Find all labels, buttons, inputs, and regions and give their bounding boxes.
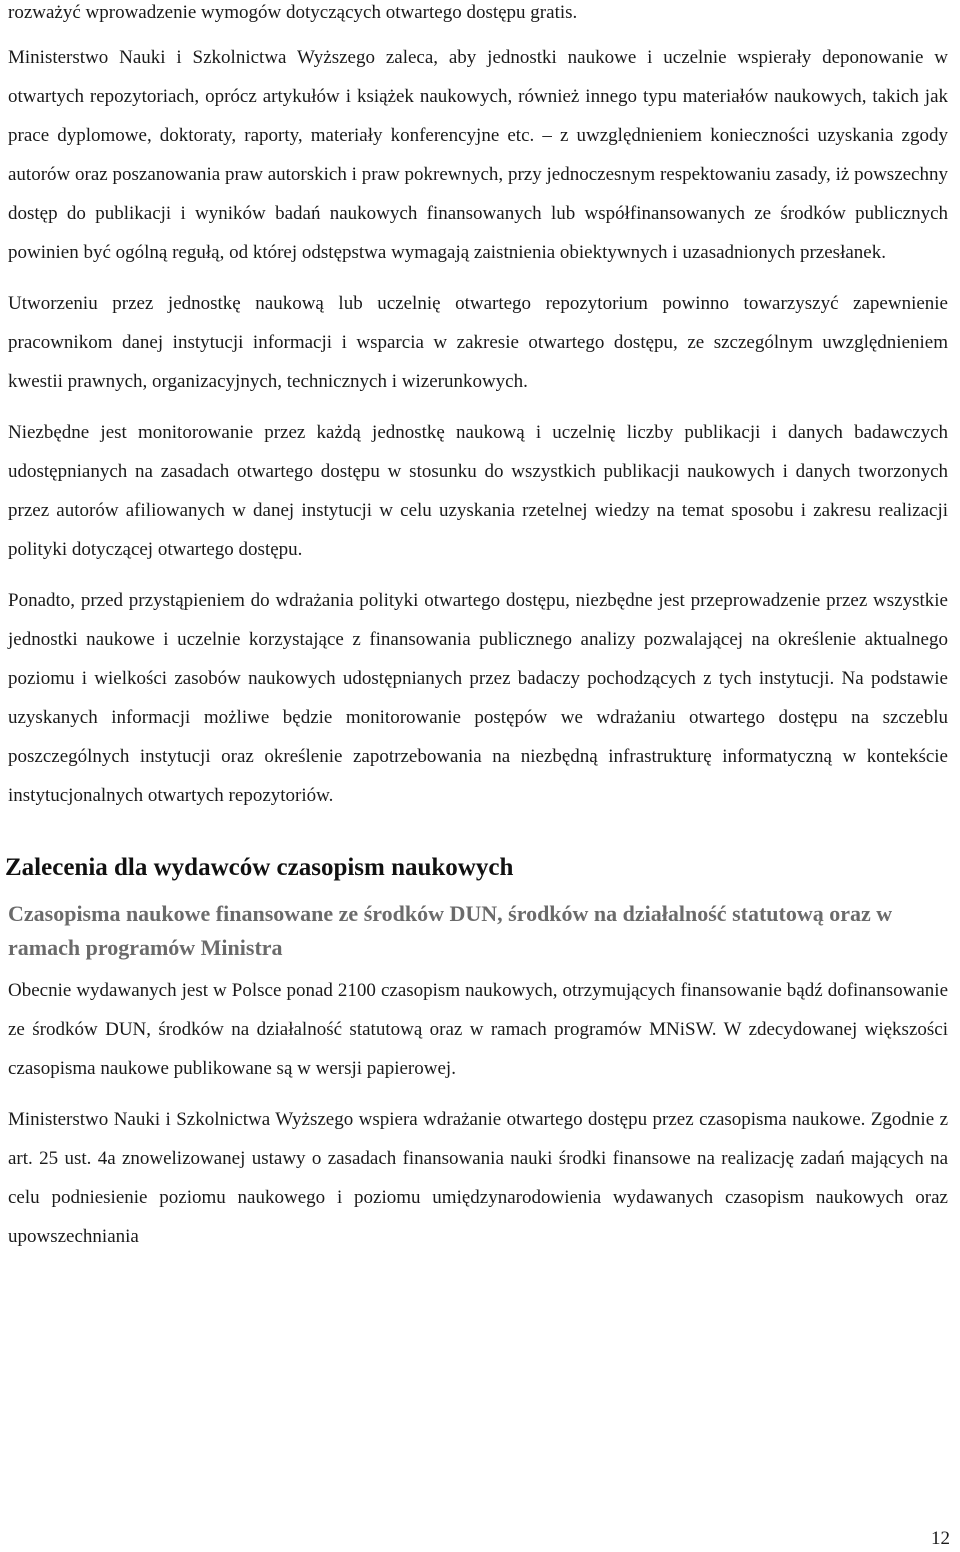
paragraph-monitoring: Niezbędne jest monitorowanie przez każdą jednostkę naukową i uczelnię liczby publikacji i danych badawczych udostępnianych na zasadach otwartego dostępu w stosunku do wszystkich publikacji naukowych i danych tworzonych przez autorów afiliowanych w danej instytucji w celu uzyskania rzetelnej wiedzy na temat sposobu i zakresu realizacji polityki dotyczącej otwartego dostępu.: [8, 422, 948, 560]
continued-text-fragment: rozważyć wprowadzenie wymogów dotyczących otwartego dostępu gratis.: [8, 2, 578, 23]
paragraph-ministry-support: Ministerstwo Nauki i Szkolnictwa Wyższego wspiera wdrażanie otwartego dostępu przez czasopisma naukowe. Zgodnie z art. 25 ust. 4a znowelizowanej ustawy o zasadach finansowania nauki środki finansowe na realizację zadań mających na celu podniesienie poziomu naukowego i poziomu umiędzynarodowienia wydawanych czasopism naukowych oraz upowszechniania: [8, 1109, 948, 1247]
document-page: [5, 0, 948, 1268]
paragraph-journals-count: Obecnie wydawanych jest w Polsce ponad 2100 czasopism naukowych, otrzymujących finansowanie bądź dofinansowanie ze środków DUN, środków na działalność statutową oraz w ramach programów MNiSW. W zdecydowanej większości czasopisma naukowe publikowane są w wersji papierowej.: [8, 980, 948, 1079]
paragraph-repository-support: Utworzeniu przez jednostkę naukową lub uczelnię otwartego repozytorium powinno towarzyszyć zapewnienie pracownikom danej instytucji informacji i wsparcia w zakresie otwartego dostępu, ze szczególnym uwzględnieniem kwestii prawnych, organizacyjnych, technicznych i wizerunkowych.: [8, 293, 948, 392]
section-heading: Zalecenia dla wydawców czasopism naukowych: [5, 854, 514, 881]
subsection-heading: Czasopisma naukowe finansowane ze środków DUN, środków na działalność statutową oraz w ramach programów Ministra: [8, 901, 893, 960]
paragraph-analysis: Ponadto, przed przystąpieniem do wdrażania polityki otwartego dostępu, niezbędne jest przeprowadzenie przez wszystkie jednostki naukowe i uczelnie korzystające z finansowania publicznego analizy pozwalającej na określenie aktualnego poziomu i wielkości zasobów naukowych udostępnianych przez badaczy pochodzących z tych instytucji. Na podstawie uzyskanych informacji możliwe będzie monitorowanie postępów we wdrażaniu otwartego dostępu na szczeblu poszczególnych instytucji oraz określenie zapotrzebowania na niezbędną infrastrukturę informatyczną w kontekście instytucjonalnych otwartych repozytoriów.: [8, 590, 948, 806]
paragraph-repository-recommendation: Ministerstwo Nauki i Szkolnictwa Wyższego zaleca, aby jednostki naukowe i uczelnie wspierały deponowanie w otwartych repozytoriach, oprócz artykułów i książek naukowych, również innego typu materiałów naukowych, takich jak prace dyplomowe, doktoraty, raporty, materiały konferencyjne etc. – z uwzględnieniem konieczności uzyskania zgody autorów oraz poszanowania praw autorskich i praw pokrewnych, przy jednoczesnym respektowaniu zasady, iż powszechny dostęp do publikacji i wyników badań naukowych finansowanych lub współfinansowanych ze środków publicznych powinien być ogólną regułą, od której odstępstwa wymagają zaistnienia obiektywnych i uzasadnionych przesłanek.: [8, 47, 948, 263]
page-number: 12: [931, 1528, 950, 1549]
